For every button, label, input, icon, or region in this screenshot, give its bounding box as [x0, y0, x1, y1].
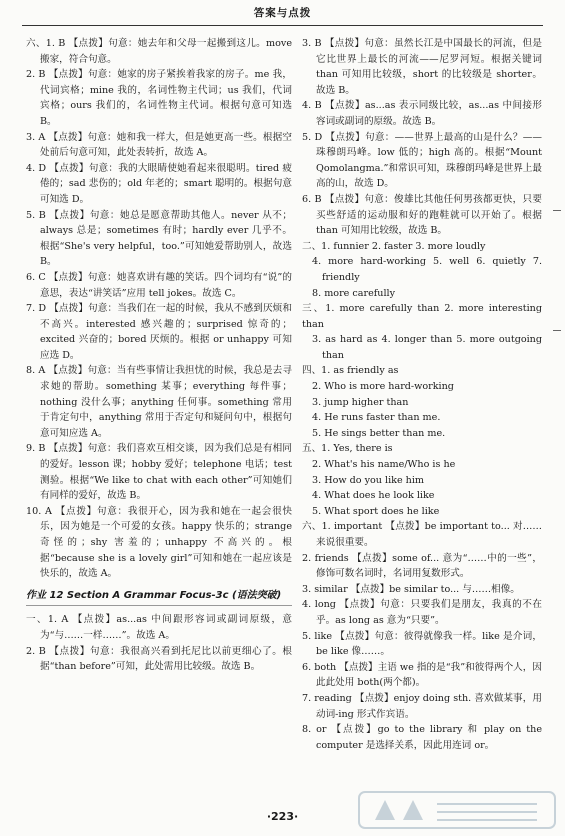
page-number: ·223· — [266, 810, 299, 823]
answer-line: 4. more hard-working 5. well 6. quietly 7. friendly — [312, 256, 542, 283]
answer-item: 3. A 【点拨】句意：她和我一样大，但是她更高一些。根据空处前后句意可知，此处表转折，故选 A。 — [26, 131, 292, 159]
edge-mark — [553, 210, 561, 211]
answer-item: 5. like 【点拨】句意：彼得就像我一样。like 是介词，be like 像……。 — [302, 630, 542, 658]
answer-item: 3. B 【点拨】句意：虽然长江是中国最长的河流，但是它比世界上最长的河流——尼罗河短。根据关键词 than 可知用比较级，short 的比较级是 shorter。故选 B。 — [302, 38, 542, 96]
header-divider — [22, 25, 543, 26]
watermark-logo — [357, 786, 557, 832]
answer-item: 5. D 【点拨】句意：——世界上最高的山是什么？——珠穆朗玛峰。low 低的；high 高的。根据“Mount Qomolangma.”和常识可知，珠穆朗玛峰是世界上最高的山，故选 D。 — [302, 131, 542, 190]
answer-item: 7. D 【点拨】句意：当我们在一起的时候，我从不感到厌烦和不高兴。interested 感兴趣的；surprised 惊奇的；excited 兴奋的；bored 厌烦的。根据 or unhappy 可知应选 D。 — [26, 303, 292, 361]
answer-line: 2. What's his name/Who is he — [312, 459, 456, 471]
answer-item: 6. both 【点拨】主语 we 指的是“我”和彼得两个人，因此此处用 both(两个都)。 — [302, 661, 542, 689]
answer-item: 6. C 【点拨】句意：她喜欢讲有趣的笑话。四个词均有“说”的意思，表达“讲笑话”应用 tell jokes。故选 C。 — [26, 271, 292, 299]
answer-item: 4. long 【点拨】句意：只要我们是朋友，我真的不在乎。as long as 意为“只要”。 — [302, 599, 542, 626]
header-title: 答案与点拨 — [253, 7, 312, 19]
section-suffix: (语法突破) — [232, 589, 282, 601]
section-heading — [26, 588, 292, 607]
answer-line: 五、1. Yes, there is — [302, 443, 393, 455]
answer-item: 六、1. B 【点拨】句意：她去年和父母一起搬到这儿。move 搬家，符合句意。 — [26, 38, 292, 65]
answer-line: 8. more carefully — [312, 287, 396, 299]
answer-item: 一、1. A 【点拨】as...as 中间跟形容词或副词原级，意为“与……一样……”。故选 A。 — [26, 614, 292, 641]
answer-item: 10. A 【点拨】句意：我很开心，因为我和她在一起会很快乐，因为她是一个可爱的女孩。happy 快乐的；strange 奇怪的；shy 害羞的；unhappy 不高兴的。根据“because she is a lovely girl”可知和她在一起应该是快乐的，故选 A。 — [26, 505, 292, 580]
answer-item: 4. D 【点拨】句意：我的大眼睛使她看起来很聪明。tired 疲倦的；sad 悲伤的；old 年老的；smart 聪明的。根据句意可知选 D。 — [26, 162, 292, 205]
answer-item: 6. B 【点拨】句意：俊雄比其他任何男孩都更快，只要买些舒适的运动服和好的跑鞋就可以开始了。根据 than 可知用比较级，故选 B。 — [302, 193, 542, 237]
answer-item: 8. A 【点拨】句意：当有些事情让我担忧的时候，我总是去寻求她的帮助。something 某事；everything 每件事；nothing 没什么事；anything 任何事。something 常用于肯定句中，anything 常用于否定句和疑问句中，根据句意可知应选 A。 — [26, 365, 292, 439]
edge-mark — [553, 330, 561, 331]
answer-line: 3. jump higher than — [312, 396, 409, 408]
answer-item: 2. friends 【点拨】some of... 意为“……中的一些”，修饰可数名词时，名词用复数形式。 — [302, 552, 542, 580]
answer-item: 3. similar 【点拨】be similar to... 与……相像。 — [302, 583, 520, 595]
answer-line: 5. What sport does he like — [312, 505, 440, 517]
section-prefix: 作业 12 — [26, 589, 64, 601]
answer-line: 4. He runs faster than me. — [312, 412, 441, 424]
answer-item: 7. reading 【点拨】enjoy doing sth. 喜欢做某事，用动词-ing 形式作宾语。 — [302, 692, 542, 720]
answer-line: 四、1. as friendly as — [302, 365, 399, 377]
answer-line: 二、1. funnier 2. faster 3. more loudly — [302, 240, 486, 252]
right-column — [302, 36, 542, 753]
answer-item: 8. or 【点拨】go to the library 和 play on the computer 是选择关系，因此用连词 or。 — [302, 724, 542, 751]
left-column — [26, 36, 292, 675]
answer-line: 3. How do you like him — [312, 474, 425, 486]
answer-item: 2. B 【点拨】句意：她家的房子紧挨着我家的房子。me 我，代词宾格；mine 我的，名词性物主代词；us 我们，代词宾格；ours 我们的，名词性物主代词。根据句意可知选 B。 — [26, 69, 292, 127]
answer-line: 4. What does he look like — [312, 490, 435, 502]
answer-item: 六、1. important 【点拨】be important to... 对……来说很重要。 — [302, 521, 542, 548]
answer-item: 9. B 【点拨】句意：我们喜欢互相交谈，因为我们总是有相同的爱好。lesson 课；hobby 爱好；telephone 电话；test 测验。根据“We like to chat with each other”可知她们有同样的爱好，故选 B。 — [26, 443, 292, 502]
answer-item: 2. B 【点拨】句意：我很高兴看到托尼比以前更细心了。根据“than before”可知，此处需用比较级。故选 B。 — [26, 645, 292, 673]
answer-line: 2. Who is more hard-working — [312, 381, 454, 393]
answer-item: 4. B 【点拨】as...as 表示同级比较，as...as 中间接形容词或副词的原级。故选 B。 — [302, 100, 542, 127]
page-header — [0, 0, 565, 26]
answer-line: 三、1. more carefully than 2. more interesting than — [302, 303, 542, 330]
answer-line: 3. as hard as 4. longer than 5. more outgoing than — [312, 334, 542, 361]
answer-item: 5. B 【点拨】句意：她总是愿意帮助其他人。never 从不；always 总是；sometimes 有时；hardly ever 几乎不。根据“She's very helpful，too.”可知她爱帮助别人，故选 B。 — [26, 209, 292, 268]
answer-line: 5. He sings better than me. — [312, 427, 446, 439]
section-title: Section A Grammar Focus-3c — [66, 589, 229, 601]
